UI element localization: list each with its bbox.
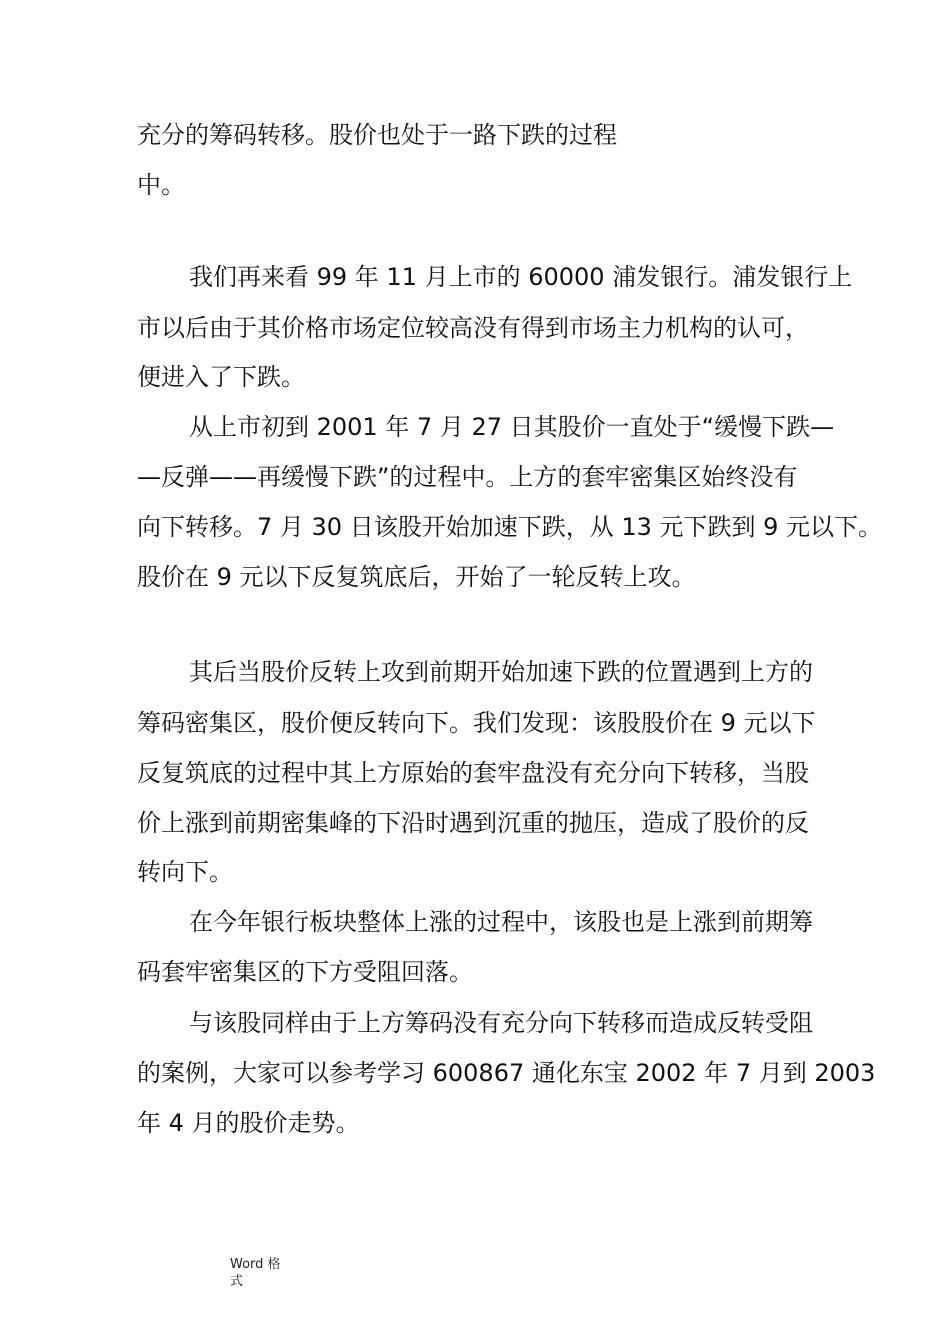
text-line: 向下转移。7 月 30 日该股开始加速下跌，从 13 元下跌到 9 元以下。 [137,513,883,541]
text-line: 充分的筹码转移。股价也处于一路下跌的过程 [137,121,617,149]
text-line: 在今年银行板块整体上涨的过程中，该股也是上涨到前期筹 [189,908,813,936]
footer-line: 式 [230,1274,244,1289]
text-line: 年 4 月的股价走势。 [137,1109,360,1137]
text-line: 码套牢密集区的下方受阻回落。 [137,958,473,986]
text-line: 我们再来看 99 年 11 月上市的 60000 浦发银行。浦发银行上 [189,263,853,291]
text-line: 其后当股价反转上攻到前期开始加速下跌的位置遇到上方的 [189,658,813,686]
text-line: 筹码密集区，股价便反转向下。我们发现：该股股价在 9 元以下 [137,709,816,737]
text-line: 股价在 9 元以下反复筑底后，开始了一轮反转上攻。 [137,563,696,591]
text-line: 便进入了下跌。 [137,363,305,391]
text-line: 反复筑底的过程中其上方原始的套牢盘没有充分向下转移，当股 [137,759,809,787]
text-line: 市以后由于其价格市场定位较高没有得到市场主力机构的认可， [137,314,809,342]
text-line: 价上涨到前期密集峰的下沿时遇到沉重的抛压，造成了股价的反 [137,809,809,837]
text-line: 的案例，大家可以参考学习 600867 通化东宝 2002 年 7 月到 2003 [137,1059,876,1087]
footer-line: Word 格 [230,1257,281,1272]
text-line: 中。 [137,171,185,199]
text-line: —反弹——再缓慢下跌”的过程中。上方的套牢密集区始终没有 [137,463,798,491]
text-line: 与该股同样由于上方筹码没有充分向下转移而造成反转受阻 [189,1009,813,1037]
text-line: 从上市初到 2001 年 7 月 27 日其股价一直处于“缓慢下跌— [189,413,835,441]
text-line: 转向下。 [137,858,233,886]
